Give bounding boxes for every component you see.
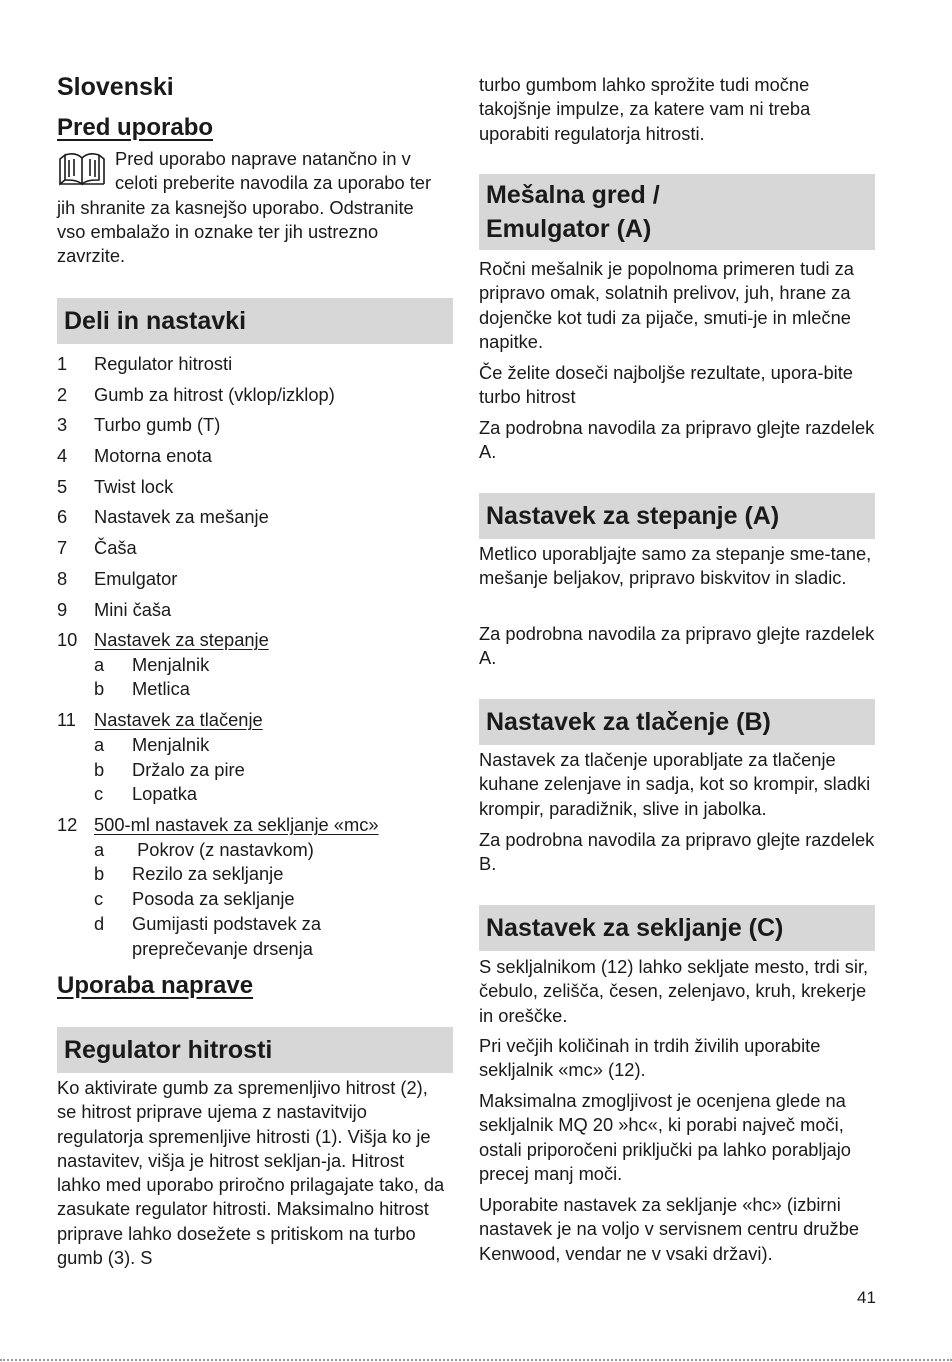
item-label: Turbo gumb (T): [94, 414, 221, 436]
page-number: 41: [857, 1288, 876, 1307]
speed-regulator-text-part2: [479, 73, 869, 147]
sub-item-label: Držalo za pire: [132, 758, 245, 780]
item-label: Nastavek za stepanje: [94, 629, 269, 651]
item-label: Gumb za hitrost (vklop/izklop): [94, 383, 335, 405]
item-number: 6: [57, 506, 68, 528]
list-item: [57, 567, 455, 592]
sub-item-letter: a: [94, 653, 105, 675]
sub-item-letter: b: [94, 863, 105, 885]
item-label: Motorna enota: [94, 445, 212, 467]
blender-heading: [479, 174, 875, 250]
list-item: [57, 536, 455, 561]
chopper-text-4: Uporabite nastavek za sekljanje «hc» (izbirni nastavek je na voljo v servisnem centru družbe Kenwood, vendar ne v vsaki državi).: [479, 1194, 860, 1264]
item-label: Nastavek za tlačenje: [94, 709, 263, 731]
sub-item: [57, 677, 455, 702]
speed-regulator-continuation: turbo gumbom lahko sprožite tudi močne takojšnje impulze, za katere vam ni treba uporabiti regulatorja hitrosti.: [479, 74, 811, 144]
sub-item-label: Menjalnik: [132, 733, 210, 755]
item-number: 3: [57, 414, 68, 436]
list-item: [57, 813, 455, 961]
chopper-text-1: S sekljalnikom (12) lahko sekljate mesto, trdi sir, čebulo, zelišča, česen, zelenjavo, kruh, krekerje in oreščke.: [479, 956, 869, 1026]
list-item: [57, 475, 455, 500]
parts-heading: Deli in nastavki: [57, 298, 453, 344]
item-label: 500-ml nastavek za sekljanje «mc»: [94, 814, 379, 836]
sub-item-letter: b: [94, 758, 105, 780]
chopper-text-2: Pri večjih količinah in trdih živilih uporabite sekljalnik «mc» (12).: [479, 1035, 821, 1081]
sub-item-letter: a: [94, 838, 105, 860]
sub-item-letter: b: [94, 678, 105, 700]
speed-regulator-heading: Regulator hitrosti: [57, 1027, 453, 1073]
sub-item: [57, 653, 455, 678]
sub-item-label: Rezilo za sekljanje: [132, 863, 284, 885]
sub-item: [57, 733, 455, 758]
item-label: Mini čaša: [94, 598, 172, 620]
item-number: 1: [57, 353, 68, 374]
footer-divider: [0, 1359, 952, 1361]
chopper-text-3: Maksimalna zmogljivost je ocenjena glede na sekljalnik MQ 20 »hc«, ki porabi največ moči, ostali priporočeni priključki pa lahko porabljajo precej manj moči.: [479, 1090, 851, 1184]
item-number: 8: [57, 567, 68, 589]
blender-text-2: Če želite doseči najboljše rezultate, upora-bite turbo hitrost: [479, 362, 853, 408]
item-number: 7: [57, 537, 68, 559]
sub-item: [57, 862, 455, 887]
item-number: 12: [57, 814, 78, 836]
sub-item: [57, 912, 455, 962]
blender-text-1: Ročni mešalnik je popolnoma primeren tudi za pripravo omak, solatnih prelivov, juh, hrane za dojenčke kot tudi za pijače, smuti-je in mlečne napitke.: [479, 258, 854, 352]
sub-item-letter: c: [94, 888, 104, 910]
item-label: Regulator hitrosti: [94, 353, 233, 374]
sub-item-label: Gumijasti podstavek za preprečevanje drsenja: [132, 913, 321, 959]
masher-text-2: Za podrobna navodila za pripravo glejte razdelek B.: [479, 829, 875, 875]
list-item: [57, 598, 455, 623]
blender-heading-line1: Mešalna gred /: [486, 181, 660, 209]
item-number: 4: [57, 445, 68, 467]
sub-item: [57, 782, 455, 807]
blender-text-3: Za podrobna navodila za pripravo glejte razdelek A.: [479, 417, 875, 463]
chopper-heading: Nastavek za sekljanje (C): [479, 905, 875, 951]
sub-item-letter: a: [94, 733, 105, 755]
before-use-text-body: Pred uporabo naprave natančno in v celoti preberite navodila za uporabo ter jih shranite za kasnejšo uporabo. Odstranite vso embalažo in oznake ter jih ustrezno zavrzite.: [57, 148, 432, 267]
sub-item-label: Posoda za sekljanje: [132, 888, 295, 910]
blender-heading-line2: Emulgator (A): [486, 215, 652, 243]
sub-item-letter: c: [94, 783, 104, 805]
item-number: 9: [57, 598, 68, 620]
item-number: 5: [57, 475, 68, 497]
sub-item-label: Pokrov (z nastavkom): [132, 838, 314, 860]
before-use-text: [57, 147, 447, 268]
book-icon: [57, 150, 107, 190]
list-item: [57, 383, 455, 408]
sub-item: [57, 838, 455, 863]
item-label: Nastavek za mešanje: [94, 506, 269, 528]
sub-item-label: Lopatka: [132, 783, 198, 805]
list-item: [57, 413, 455, 438]
list-item: [57, 708, 455, 807]
item-label: Čaša: [94, 537, 137, 559]
masher-text-1: Nastavek za tlačenje uporabljate za tlačenje kuhane zelenjave in sadja, kot so krompir, sladki krompir, paradižnik, slive in jabolka.: [479, 749, 871, 819]
whisk-text-1: Metlico uporabljajte samo za stepanje sme-tane, mešanje beljakov, pripravo biskvitov in sladic.: [479, 543, 872, 589]
sub-item-letter: d: [94, 913, 105, 935]
sub-item: [57, 887, 455, 912]
list-item: [57, 505, 455, 530]
sub-item-label: Menjalnik: [132, 653, 210, 675]
list-item: [57, 352, 455, 377]
sub-item-label: Metlica: [132, 678, 190, 700]
usage-heading: Uporaba naprave: [57, 972, 254, 999]
item-number: 11: [57, 709, 76, 731]
language-heading: Slovenski: [57, 73, 174, 101]
item-label: Emulgator: [94, 567, 178, 589]
speed-regulator-text-part1: Ko aktivirate gumb za spremenljivo hitrost (2), se hitrost priprave ujema z nastavitvijo regulatorja spremenljive hitrosti (1). Višja ko je nastavitev, višja je hitrost sekljan-ja. Hitrost lahko med uporabo priročno prilagajate tako, da zasukate regulator hitrosti. Maksimalno hitrost priprave lahko dosežete s pritiskom na turbo gumb (3). S: [57, 1077, 445, 1269]
whisk-text-2: Za podrobna navodila za pripravo glejte razdelek A.: [479, 623, 875, 669]
before-use-heading: Pred uporabo: [57, 114, 214, 141]
item-number: 2: [57, 383, 68, 405]
sub-item: [57, 758, 455, 783]
item-label: Twist lock: [94, 475, 174, 497]
parts-list: [57, 352, 455, 968]
item-number: 10: [57, 629, 78, 651]
masher-heading: Nastavek za tlačenje (B): [479, 699, 875, 745]
list-item: [57, 628, 455, 702]
whisk-heading: Nastavek za stepanje (A): [479, 493, 875, 539]
list-item: [57, 444, 455, 469]
